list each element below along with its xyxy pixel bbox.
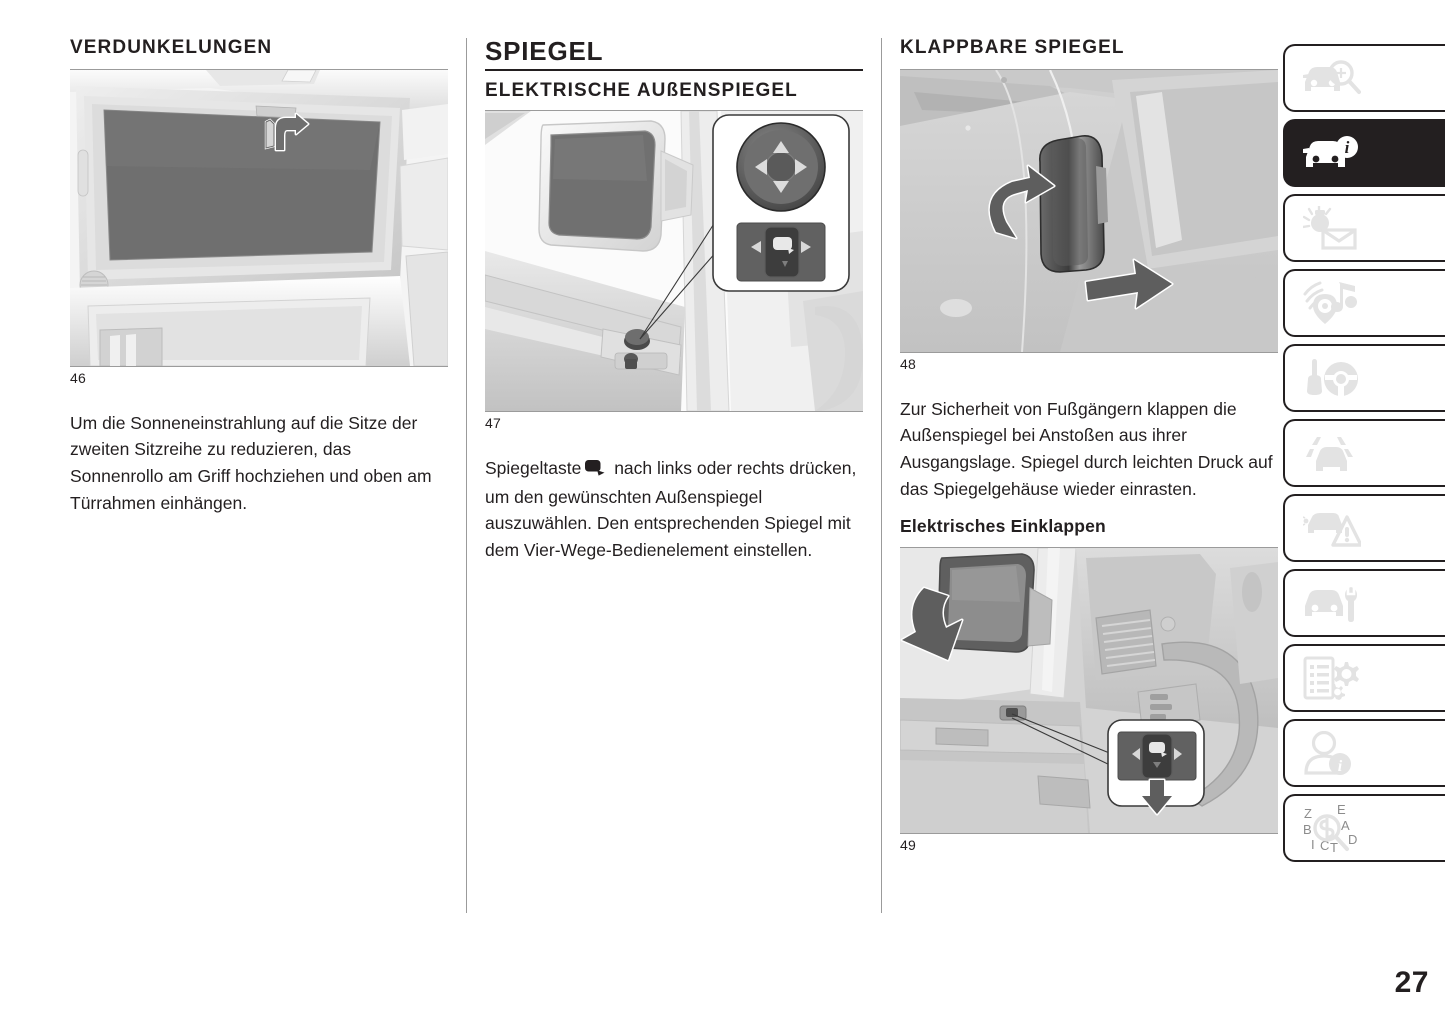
- figure-48: [900, 69, 1278, 372]
- sidebar-tab-sicherheit[interactable]: [1283, 194, 1445, 262]
- gearshift-wheel-icon: [1303, 357, 1361, 399]
- svg-text:E: E: [1337, 804, 1346, 817]
- car-warning-icon: [1303, 507, 1361, 549]
- svg-text:A: A: [1341, 818, 1350, 833]
- svg-text:D: D: [1348, 832, 1358, 847]
- figure-number-47: 47: [485, 415, 501, 432]
- svg-text:C: C: [1320, 838, 1330, 852]
- sidebar-tab-technische-daten[interactable]: [1283, 644, 1445, 712]
- column-verdunkelungen: [70, 38, 448, 516]
- column-divider-2: [881, 38, 882, 913]
- sunshade-illustration: [70, 70, 448, 366]
- section-rule: [485, 69, 863, 71]
- electric-folding-illustration: [900, 548, 1278, 833]
- mirror-select-icon: [584, 457, 606, 484]
- column-klappbare-spiegel: [900, 38, 1278, 853]
- page-title-elektrische-aussenspiegel: ELEKTRISCHE AUßENSPIEGEL: [485, 80, 798, 102]
- page-title-klappbare-spiegel: KLAPPBARE SPIEGEL: [900, 37, 1125, 58]
- paragraph-lead-text: Spiegeltaste: [485, 458, 582, 479]
- page-number: 27: [1394, 966, 1429, 999]
- svg-text:i: i: [1344, 138, 1350, 157]
- figure-46: [70, 69, 448, 386]
- sidebar-tab-anlassen-und-fahren[interactable]: [1283, 344, 1445, 412]
- figure-number-46: 46: [70, 369, 86, 386]
- body-paragraph-folding: Zur Sicherheit von Fußgängern klappen die Außenspiegel bei Anstoßen aus ihrer Ausgangslage. Spiegel durch leichten Druck auf das Spiegelgehäuse wieder einrasten.: [900, 398, 1273, 499]
- figure-49: [900, 547, 1278, 853]
- svg-text:B: B: [1303, 822, 1312, 837]
- sidebar-tab-inhaltsverzeichnis[interactable]: [1283, 794, 1445, 862]
- mirror-controls-illustration: [485, 111, 863, 411]
- list-gears-icon: [1303, 656, 1361, 700]
- car-wrench-icon: [1303, 583, 1361, 623]
- svg-text:I: I: [1311, 837, 1315, 852]
- car-info-icon: [1303, 133, 1361, 173]
- folding-mirror-figure: [900, 69, 1278, 353]
- column-spiegel: [485, 38, 863, 564]
- svg-text:Z: Z: [1304, 806, 1312, 821]
- section-title-spiegel: SPIEGEL: [485, 36, 604, 66]
- body-paragraph-mirror-select: [485, 455, 863, 563]
- car-lane-icon: [1303, 431, 1361, 475]
- folding-mirror-illustration: [900, 70, 1278, 352]
- sidebar-tab-fahrerassistenz[interactable]: [1283, 419, 1445, 487]
- subheading-elektrisches-einklappen: Elektrisches Einklappen: [900, 516, 1106, 537]
- page-title-verdunkelungen: VERDUNKELUNGEN: [70, 37, 273, 58]
- figure-number-49: 49: [900, 837, 916, 854]
- figure-number-48: 48: [900, 355, 916, 372]
- lamp-envelope-icon: [1303, 206, 1361, 250]
- sidebar-tab-kundendienst[interactable]: [1283, 719, 1445, 787]
- index-search-icon: [1303, 804, 1361, 852]
- sidebar-tab-wartung-und-pflege[interactable]: [1283, 569, 1445, 637]
- sidebar-tab-kennenlernen[interactable]: [1283, 44, 1445, 112]
- svg-text:T: T: [1330, 840, 1338, 852]
- paragraph-rest-text: nach links oder rechts drücken, um den gewünschten Außenspiegel auszuwählen. Den entsprechenden Spiegel mit dem Vier-Wege-Bedienelement einstellen.: [485, 458, 857, 560]
- nav-music-icon: [1303, 280, 1361, 326]
- body-paragraph-sunshade: Um die Sonneneinstrahlung auf die Sitze der zweiten Sitzreihe zu reduzieren, das Sonnenrollo am Griff hochziehen und oben am Türrahmen einhängen.: [70, 412, 432, 513]
- sidebar-tab-infotainment[interactable]: [1283, 269, 1445, 337]
- svg-text:i: i: [1337, 758, 1343, 775]
- electric-mirror-controls-figure: [485, 110, 863, 412]
- chapter-tabs-sidebar: [1283, 44, 1445, 869]
- rear-window-sunshade-figure: [70, 69, 448, 367]
- column-divider-1: [466, 38, 467, 913]
- figure-47: [485, 110, 863, 431]
- electric-folding-figure: [900, 547, 1278, 834]
- sidebar-tab-kenntnis-des-fahrzeugs[interactable]: [1283, 119, 1445, 187]
- person-info-icon: [1303, 731, 1361, 775]
- car-search-icon: [1303, 58, 1361, 98]
- sidebar-tab-im-notfall[interactable]: [1283, 494, 1445, 562]
